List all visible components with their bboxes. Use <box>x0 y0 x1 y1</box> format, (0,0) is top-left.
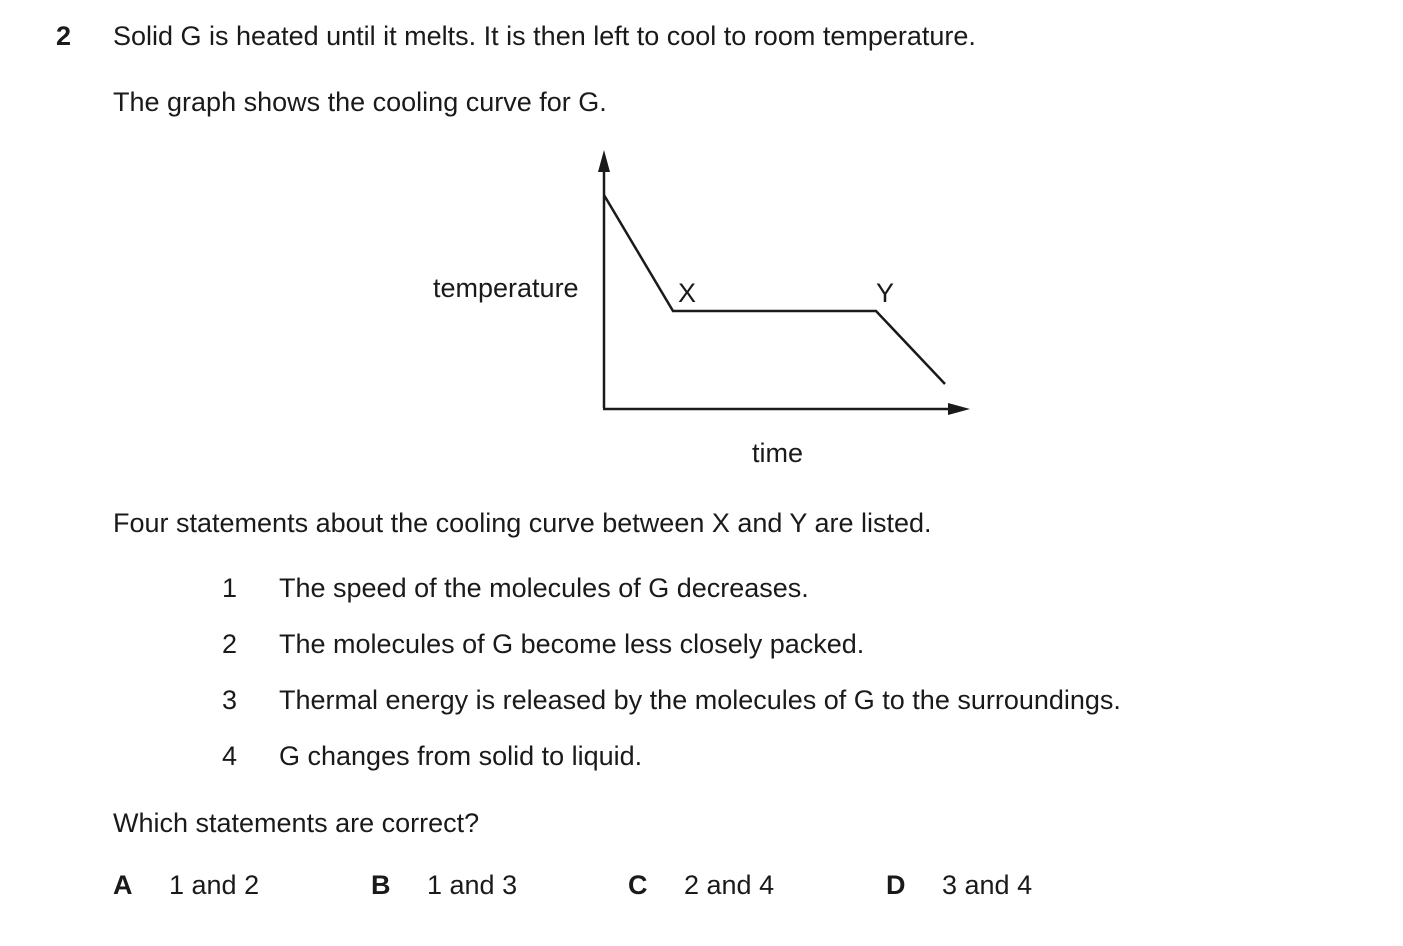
option-b-text[interactable]: 1 and 3 <box>427 870 518 900</box>
option-d-text[interactable]: 3 and 4 <box>942 870 1033 900</box>
question-number: 2 <box>56 21 72 51</box>
point-y-label: Y <box>876 278 895 308</box>
statement-text: The molecules of G become less closely packed. <box>279 629 865 659</box>
y-axis-label: temperature <box>433 273 579 303</box>
x-axis-arrow <box>948 403 970 415</box>
statement-text: The speed of the molecules of G decreases. <box>279 573 809 603</box>
statements-intro: Four statements about the cooling curve between X and Y are listed. <box>113 508 932 538</box>
point-x-label: X <box>678 278 697 308</box>
graph-caption: The graph shows the cooling curve for G. <box>113 87 607 117</box>
statement-number: 1 <box>222 573 238 603</box>
option-a-letter[interactable]: A <box>113 870 133 900</box>
question-intro: Solid G is heated until it melts. It is then left to cool to room temperature. <box>113 21 976 51</box>
option-b-letter[interactable]: B <box>371 870 391 900</box>
option-d-letter[interactable]: D <box>886 870 906 900</box>
option-c-letter[interactable]: C <box>628 870 648 900</box>
statement-text: Thermal energy is released by the molecules of G to the surroundings. <box>279 685 1121 715</box>
statement-number: 2 <box>222 629 238 659</box>
y-axis-arrow <box>598 150 610 172</box>
option-c-text[interactable]: 2 and 4 <box>684 870 775 900</box>
statement-number: 3 <box>222 685 238 715</box>
statement-text: G changes from solid to liquid. <box>279 741 643 771</box>
statement-number: 4 <box>222 741 238 771</box>
question-prompt: Which statements are correct? <box>113 808 480 838</box>
x-axis-label: time <box>752 438 804 468</box>
option-a-text[interactable]: 1 and 2 <box>169 870 260 900</box>
